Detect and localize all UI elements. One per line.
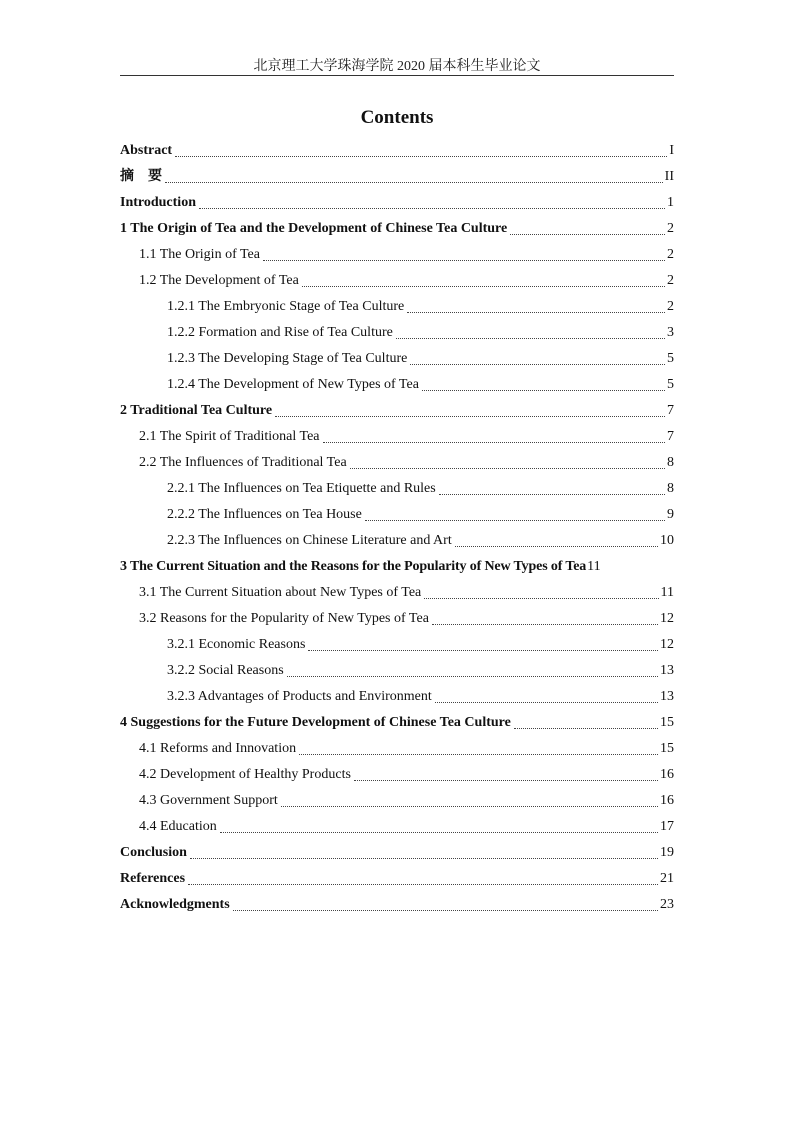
toc-entry-chapter-1[interactable] bbox=[120, 216, 674, 242]
toc-entry-text: References bbox=[120, 871, 186, 886]
toc-entry-text: 3.2.2 Social Reasons bbox=[167, 663, 284, 678]
toc-page-number: 7 bbox=[667, 403, 674, 418]
toc-page-number: II bbox=[664, 169, 674, 184]
dot-leader bbox=[190, 857, 658, 859]
dot-leader bbox=[514, 727, 658, 729]
toc-entry-text: Acknowledgments bbox=[120, 897, 230, 912]
toc-page-number: 1 bbox=[667, 195, 674, 210]
toc-page-number: 7 bbox=[667, 429, 674, 444]
toc-page-number: 16 bbox=[660, 793, 674, 808]
dot-leader bbox=[396, 337, 665, 339]
toc-entry-text: 1 The Origin of Tea and the Development of Chinese Tea Culture bbox=[120, 221, 508, 236]
toc-entry-section-4-3[interactable] bbox=[120, 788, 674, 814]
dot-leader bbox=[220, 831, 658, 833]
running-header: 北京理工大学珠海学院 2020 届本科生毕业论文 bbox=[253, 59, 541, 74]
table-of-contents bbox=[120, 138, 674, 918]
toc-entry-section-1-2-1[interactable] bbox=[120, 294, 674, 320]
toc-entry-section-4-2[interactable] bbox=[120, 762, 674, 788]
toc-entry-text: Introduction bbox=[120, 195, 196, 210]
dot-leader bbox=[354, 779, 658, 781]
toc-entry-section-3-2-1[interactable] bbox=[120, 632, 674, 658]
toc-page-number: 3 bbox=[667, 325, 674, 340]
toc-entry-section-2-2-1[interactable] bbox=[120, 476, 674, 502]
toc-page-number: 23 bbox=[660, 897, 674, 912]
toc-page-number: 12 bbox=[660, 611, 674, 626]
toc-entry-section-3-2[interactable] bbox=[120, 606, 674, 632]
toc-page-number: 15 bbox=[660, 741, 674, 756]
toc-entry-section-1-2-4[interactable] bbox=[120, 372, 674, 398]
toc-entry-text: 1.1 The Origin of Tea bbox=[139, 247, 260, 262]
toc-entry-conclusion[interactable] bbox=[120, 840, 674, 866]
toc-page-number: 16 bbox=[660, 767, 674, 782]
dot-leader bbox=[407, 311, 665, 313]
dot-leader bbox=[435, 701, 658, 703]
toc-page-number: 2 bbox=[667, 247, 674, 262]
toc-page-number: 9 bbox=[667, 507, 674, 522]
dot-leader bbox=[365, 519, 665, 521]
dot-leader bbox=[323, 441, 666, 443]
dot-leader bbox=[275, 415, 665, 417]
toc-entry-text: 1.2.3 The Developing Stage of Tea Culture bbox=[167, 351, 408, 366]
dot-leader bbox=[299, 753, 658, 755]
toc-entry-section-3-2-2[interactable] bbox=[120, 658, 674, 684]
toc-entry-section-2-2-3[interactable] bbox=[120, 528, 674, 554]
toc-entry-text: 3.2 Reasons for the Popularity of New Types of Tea bbox=[139, 611, 429, 626]
dot-leader bbox=[188, 883, 658, 885]
toc-entry-chinese-abstract[interactable] bbox=[120, 164, 674, 190]
toc-entry-text: 3.2.1 Economic Reasons bbox=[167, 637, 306, 652]
toc-entry-section-2-2-2[interactable] bbox=[120, 502, 674, 528]
toc-entry-section-3-2-3[interactable] bbox=[120, 684, 674, 710]
toc-entry-section-3-1[interactable] bbox=[120, 580, 674, 606]
dot-leader bbox=[199, 207, 665, 209]
toc-page-number: 8 bbox=[667, 455, 674, 470]
toc-page-number: 2 bbox=[667, 273, 674, 288]
dot-leader bbox=[175, 155, 667, 157]
toc-title: Contents bbox=[360, 107, 434, 128]
dot-leader bbox=[281, 805, 658, 807]
toc-entry-text: 1.2.2 Formation and Rise of Tea Culture bbox=[167, 325, 393, 340]
dot-leader bbox=[439, 493, 665, 495]
dot-leader bbox=[165, 181, 663, 183]
toc-entry-text: Conclusion bbox=[120, 845, 187, 860]
toc-entry-text: 1.2.4 The Development of New Types of Tea bbox=[167, 377, 419, 392]
toc-entry-text: 3.1 The Current Situation about New Types of Tea bbox=[139, 585, 422, 600]
toc-page-number: 10 bbox=[660, 533, 674, 548]
toc-page-number: 15 bbox=[660, 715, 674, 730]
toc-page-number: 19 bbox=[660, 845, 674, 860]
toc-entry-text: 2.2.1 The Influences on Tea Etiquette and Rules bbox=[167, 481, 436, 496]
toc-page-number: 13 bbox=[660, 663, 674, 678]
toc-entry-text: 4.2 Development of Healthy Products bbox=[139, 767, 351, 782]
toc-entry-chapter-4[interactable] bbox=[120, 710, 674, 736]
toc-entry-text: 4.4 Education bbox=[139, 819, 217, 834]
toc-entry-references[interactable] bbox=[120, 866, 674, 892]
toc-page-number: 5 bbox=[667, 351, 674, 366]
toc-entry-text: 1.2.1 The Embryonic Stage of Tea Culture bbox=[167, 299, 405, 314]
toc-entry-abstract[interactable] bbox=[120, 138, 674, 164]
toc-entry-section-1-2-3[interactable] bbox=[120, 346, 674, 372]
toc-entry-text: 2.1 The Spirit of Traditional Tea bbox=[139, 429, 320, 444]
toc-entry-text: 2 Traditional Tea Culture bbox=[120, 403, 273, 418]
dot-leader bbox=[510, 233, 665, 235]
toc-entry-text: 3 The Current Situation and the Reasons for the Popularity of New Types of Tea bbox=[120, 559, 587, 574]
toc-page-number: 21 bbox=[660, 871, 674, 886]
toc-entry-text: 2.2 The Influences of Traditional Tea bbox=[139, 455, 347, 470]
toc-page-number: 2 bbox=[667, 221, 674, 236]
toc-entry-chapter-3[interactable] bbox=[120, 554, 674, 580]
header-rule bbox=[120, 75, 674, 76]
toc-entry-section-1-2[interactable] bbox=[120, 268, 674, 294]
toc-entry-text: 2.2.2 The Influences on Tea House bbox=[167, 507, 362, 522]
toc-entry-text: 3.2.3 Advantages of Products and Environment bbox=[167, 689, 432, 704]
dot-leader bbox=[432, 623, 658, 625]
dot-leader bbox=[302, 285, 665, 287]
toc-page-number: 12 bbox=[660, 637, 674, 652]
dot-leader bbox=[422, 389, 665, 391]
toc-entry-section-2-2[interactable] bbox=[120, 450, 674, 476]
toc-entry-section-2-1[interactable] bbox=[120, 424, 674, 450]
toc-entry-text: 2.2.3 The Influences on Chinese Literature and Art bbox=[167, 533, 452, 548]
dot-leader bbox=[287, 675, 658, 677]
dot-leader bbox=[410, 363, 665, 365]
toc-entry-chapter-2[interactable] bbox=[120, 398, 674, 424]
toc-entry-section-1-1[interactable] bbox=[120, 242, 674, 268]
toc-page-number: 11 bbox=[587, 559, 601, 574]
toc-entry-text: 4.1 Reforms and Innovation bbox=[139, 741, 297, 756]
toc-page-number: 17 bbox=[660, 819, 674, 834]
dot-leader bbox=[233, 909, 658, 911]
toc-entry-text: 1.2 The Development of Tea bbox=[139, 273, 299, 288]
dot-leader bbox=[308, 649, 658, 651]
toc-entry-text: 4 Suggestions for the Future Development of Chinese Tea Culture bbox=[120, 715, 511, 730]
toc-entry-text: 4.3 Government Support bbox=[139, 793, 278, 808]
toc-page-number: 8 bbox=[667, 481, 674, 496]
toc-entry-section-1-2-2[interactable] bbox=[120, 320, 674, 346]
toc-entry-section-4-4[interactable] bbox=[120, 814, 674, 840]
toc-page-number: 5 bbox=[667, 377, 674, 392]
toc-entry-acknowledgments[interactable] bbox=[120, 892, 674, 918]
dot-leader bbox=[424, 597, 658, 599]
toc-page-number: 13 bbox=[660, 689, 674, 704]
dot-leader bbox=[263, 259, 665, 261]
toc-page-number: I bbox=[669, 143, 674, 158]
dot-leader bbox=[455, 545, 658, 547]
toc-page-number: 11 bbox=[660, 585, 674, 600]
toc-page-number: 2 bbox=[667, 299, 674, 314]
dot-leader bbox=[350, 467, 665, 469]
toc-entry-text: Abstract bbox=[120, 143, 173, 158]
toc-entry-introduction[interactable] bbox=[120, 190, 674, 216]
toc-entry-section-4-1[interactable] bbox=[120, 736, 674, 762]
toc-entry-text: 摘 要 bbox=[120, 169, 162, 184]
